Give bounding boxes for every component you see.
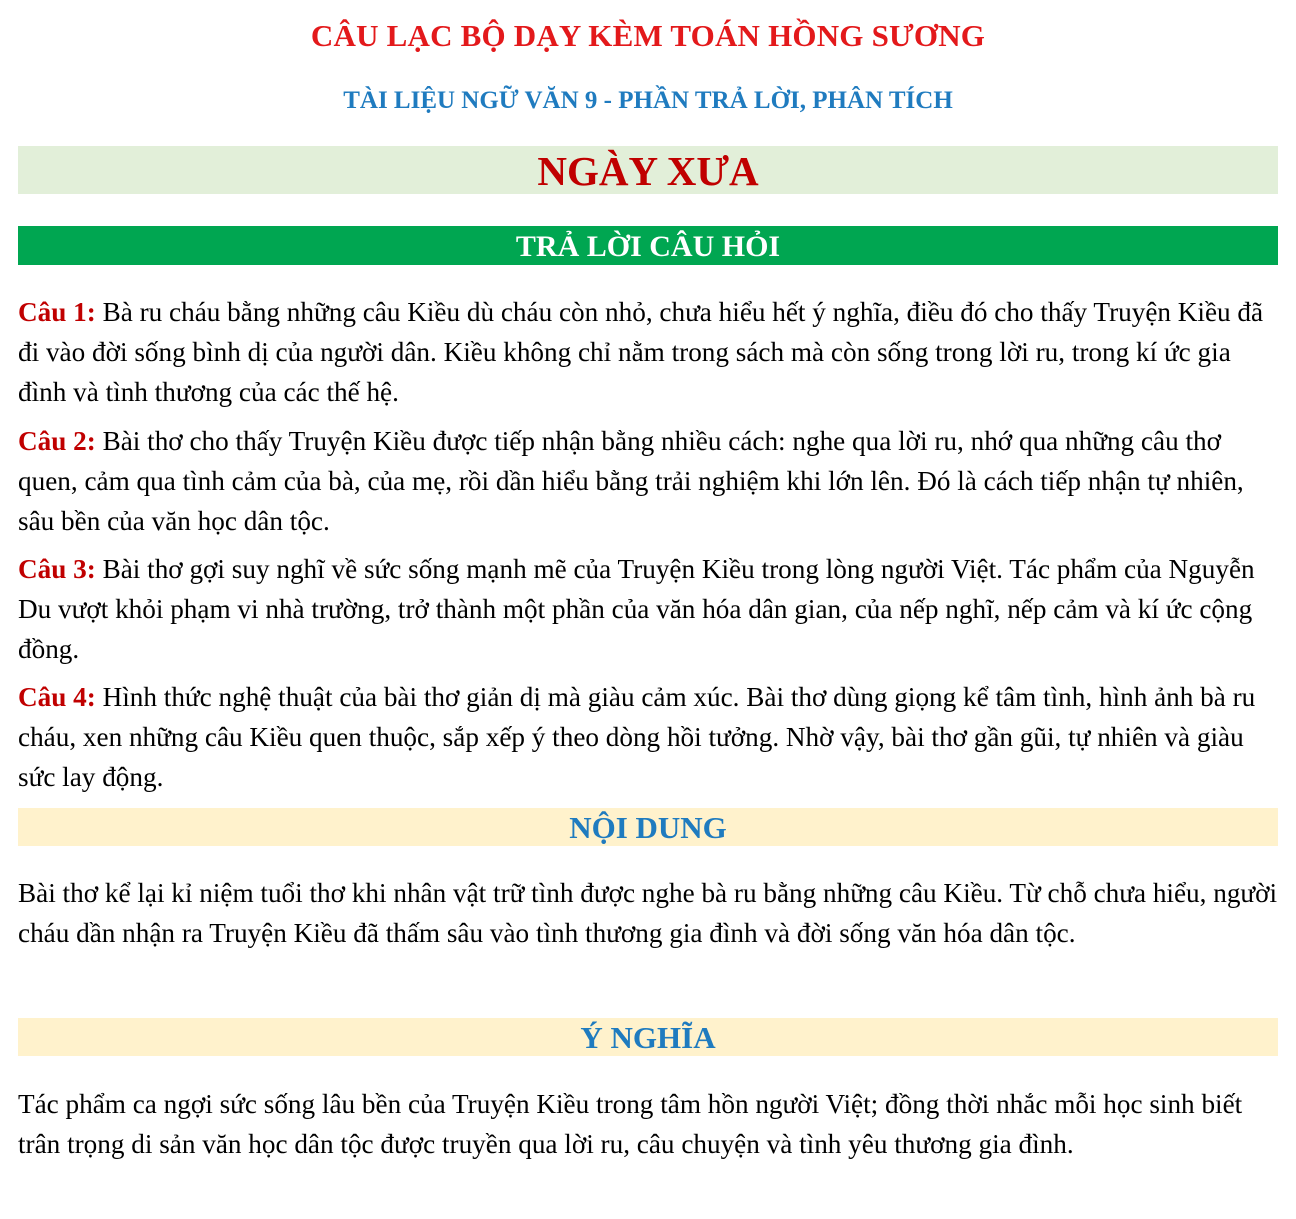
- question-3-label: Câu 3:: [18, 554, 96, 584]
- lesson-title: NGÀY XƯA: [18, 146, 1278, 194]
- question-1-label: Câu 1:: [18, 297, 96, 327]
- question-1-text: Bà ru cháu bằng những câu Kiều dù cháu còn nhỏ, chưa hiểu hết ý nghĩa, điều đó cho thấy Truyện Kiều đã đi vào đời sống bình dị của người dân. Kiều không chỉ nằm trong sách mà còn sống trong lời ru, trong kí ức gia đình và tình thương của các thế hệ.: [18, 297, 1264, 407]
- document-subtitle: TÀI LIỆU NGỮ VĂN 9 - PHẦN TRẢ LỜI, PHÂN TÍCH: [343, 87, 953, 114]
- meaning-heading: Ý NGHĨA: [18, 1018, 1278, 1056]
- question-3-answer: [18, 549, 1280, 669]
- question-4-text: Hình thức nghệ thuật của bài thơ giản dị mà giàu cảm xúc. Bài thơ dùng giọng kể tâm tình, hình ảnh bà ru cháu, xen những câu Kiều quen thuộc, sắp xếp ý theo dòng hồi tưởng. Nhờ vậy, bài thơ gần gũi, tự nhiên và giàu sức lay động.: [18, 682, 1256, 792]
- question-4-label: Câu 4:: [18, 682, 96, 712]
- question-2-answer: [18, 421, 1280, 541]
- question-3-text: Bài thơ gợi suy nghĩ về sức sống mạnh mẽ của Truyện Kiều trong lòng người Việt. Tác phẩm của Nguyễn Du vượt khỏi phạm vi nhà trường, trở thành một phần của văn hóa dân gian, của nếp nghĩ, nếp cảm và kí ức cộng đồng.: [18, 554, 1255, 664]
- club-title: CÂU LẠC BỘ DẠY KÈM TOÁN HỒNG SƯƠNG: [310, 18, 986, 53]
- question-1-answer: [18, 292, 1280, 412]
- content-heading: NỘI DUNG: [18, 808, 1278, 846]
- question-4-answer: [18, 677, 1280, 797]
- answers-heading: TRẢ LỜI CÂU HỎI: [18, 226, 1278, 265]
- meaning-paragraph: Tác phẩm ca ngợi sức sống lâu bền của Truyện Kiều trong tâm hồn người Việt; đồng thời nhắc mỗi học sinh biết trân trọng di sản văn học dân tộc được truyền qua lời ru, câu chuyện và tình yêu thương gia đình.: [18, 1089, 1243, 1159]
- content-paragraph: Bài thơ kể lại kỉ niệm tuổi thơ khi nhân vật trữ tình được nghe bà ru bằng những câu Kiều. Từ chỗ chưa hiểu, người cháu dần nhận ra Truyện Kiều đã thấm sâu vào tình thương gia đình và đời sống văn hóa dân tộc.: [18, 878, 1278, 948]
- question-2-label: Câu 2:: [18, 426, 96, 456]
- question-2-text: Bài thơ cho thấy Truyện Kiều được tiếp nhận bằng nhiều cách: nghe qua lời ru, nhớ qua những câu thơ quen, cảm qua tình cảm của bà, của mẹ, rồi dần hiểu bằng trải nghiệm khi lớn lên. Đó là cách tiếp nhận tự nhiên, sâu bền của văn học dân tộc.: [18, 426, 1244, 536]
